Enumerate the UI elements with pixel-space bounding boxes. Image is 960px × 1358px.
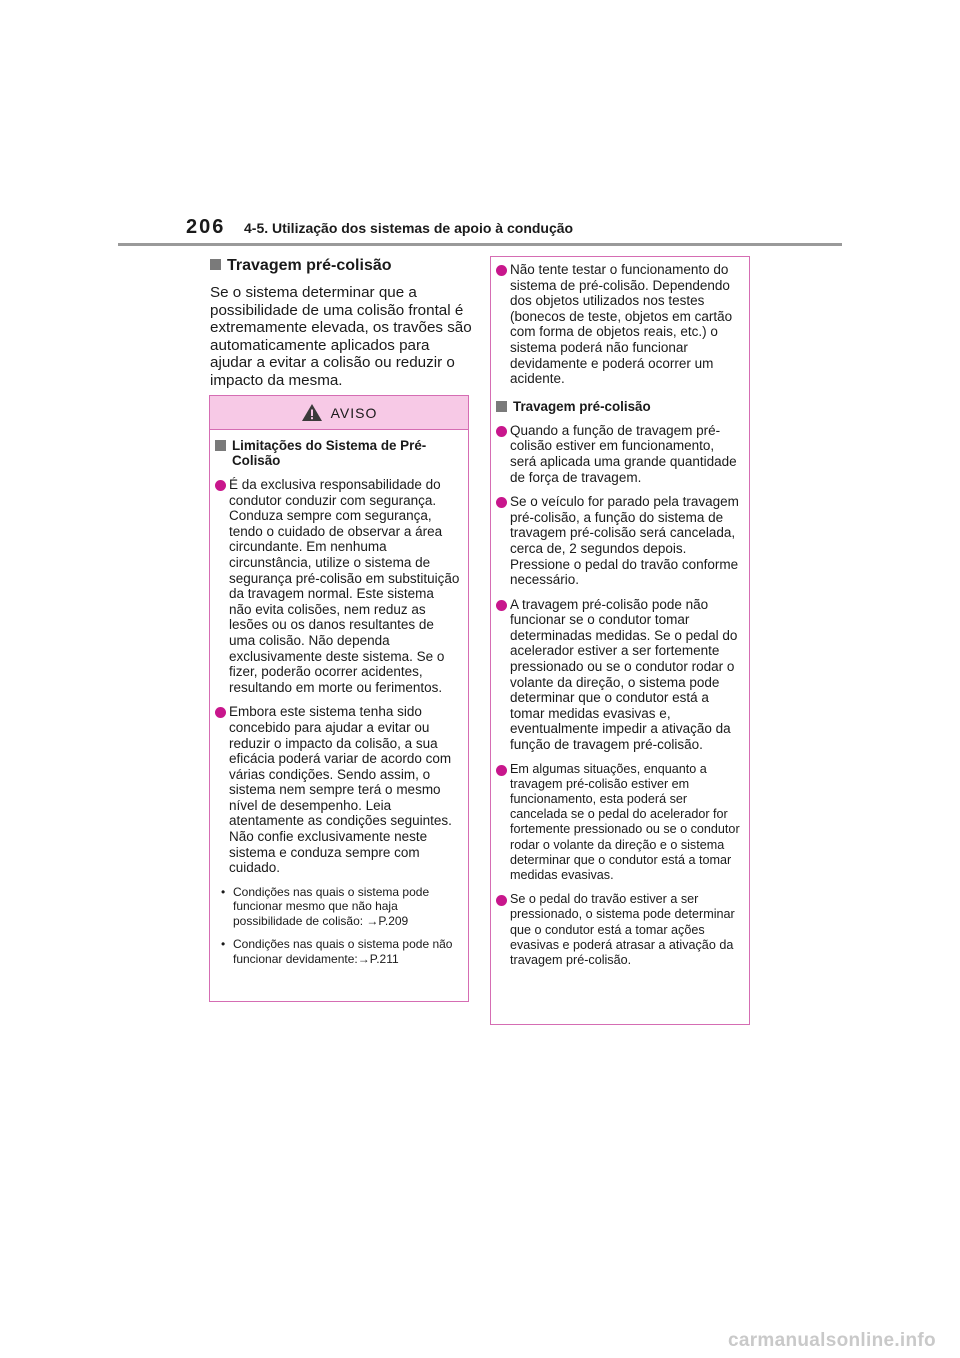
warning-section-title: Limitações do Sistema de Pré-Colisão bbox=[215, 438, 460, 468]
bullet-dot-icon bbox=[496, 265, 507, 276]
warning-bullet: Em algumas situações, enquanto a travagem pré-colisão estiver em funcionamento, esta poderá ser cancelada se o pedal do acelerador for fortemente pressionado ou se o condutor rodar o volante da direção e o sistema determinar que o condutor está a tomar medidas evasivas. bbox=[496, 762, 741, 884]
warning-sub-item: • Condições nas quais o sistema pode não funcionar devidamente:→P.211 bbox=[215, 937, 460, 966]
bullet-dot-icon bbox=[215, 707, 226, 718]
warning-bullet: A travagem pré-colisão pode não funcionar se o condutor tomar determinadas medidas. Se o pedal do acelerador estiver a ser fortemente pressionado ou se o condutor rodar o volante da direção, o sistema pode determinar que o condutor está a tomar medidas evasivas e, eventualmente impedir a ativação da função de travagem pré-colisão. bbox=[496, 597, 741, 753]
warning-label: AVISO bbox=[330, 404, 378, 421]
bullet-dot-icon bbox=[215, 480, 226, 491]
bullet-dot-icon bbox=[496, 765, 507, 776]
warning-bullet: Se o veículo for parado pela travagem pré-colisão, a função do sistema de travagem pré-colisão será cancelada, cerca de, 2 segundos depois. Pressione o pedal do travão conforme necessário. bbox=[496, 494, 741, 588]
warning-triangle-icon bbox=[301, 403, 323, 422]
bullet-dot-icon bbox=[496, 497, 507, 508]
watermark: carmanualsonline.info bbox=[728, 1330, 936, 1351]
warning-bullet: Embora este sistema tenha sido concebido para ajudar a evitar ou reduzir o impacto da colisão, a sua eficácia poderá variar de acordo com várias condições. Sendo assim, o sistema nem sempre terá o mesmo nível de desempenho. Leia atentamente as condições seguintes. Não confie exclusivamente neste sistema e conduza sempre com cuidado. bbox=[215, 704, 460, 876]
warning-bullet: É da exclusiva responsabilidade do condutor conduzir com segurança. Conduza sempre com segurança, tendo o cuidado de observar a área circundante. Em nenhuma circunstância, utilize o sistema de segurança pré-colisão em substituição da travagem normal. Este sistema não evita colisões, nem reduz as lesões ou os danos resultantes de uma colisão. Não dependa exclusivamente deste sistema. Se o fizer, poderão ocorrer acidentes, resultando em morte ou ferimentos. bbox=[215, 477, 460, 695]
bullet-dot-icon bbox=[496, 895, 507, 906]
bullet-dot-icon bbox=[496, 426, 507, 437]
warning-box bbox=[209, 395, 469, 1002]
intro-paragraph: Se o sistema determinar que a possibilidade de uma colisão frontal é extremamente elevada, os travões são automaticamente aplicados para ajudar a evitar a colisão ou reduzir o impacto da mesma. bbox=[210, 284, 472, 389]
section-heading: Travagem pré-colisão bbox=[210, 256, 472, 276]
warning-sub-item: • Condições nas quais o sistema pode funcionar mesmo que não haja possibilidade de colisão: →P.209 bbox=[215, 885, 460, 929]
chapter-title: 4-5. Utilização dos sistemas de apoio à condução bbox=[244, 220, 574, 236]
square-bullet-icon bbox=[210, 259, 221, 270]
page-reference-link[interactable]: P.211 bbox=[369, 951, 399, 966]
warning-body bbox=[210, 438, 468, 966]
warning-bullet: Se o pedal do travão estiver a ser pressionado, o sistema pode determinar que o condutor está a tomar ações evasivas e poderá atrasar a ativação da travagem pré-colisão. bbox=[496, 892, 741, 968]
square-bullet-icon bbox=[215, 440, 226, 451]
bullet-dot-icon bbox=[496, 600, 507, 611]
warning-bullet: Quando a função de travagem pré-colisão estiver em funcionamento, será aplicada uma grande quantidade de força de travagem. bbox=[496, 423, 741, 485]
arrow-right-icon: → bbox=[357, 951, 370, 966]
arrow-right-icon: → bbox=[366, 913, 379, 928]
warning-continuation-box bbox=[490, 256, 750, 1025]
warning-section-title: Travagem pré-colisão bbox=[496, 399, 741, 414]
square-bullet-icon bbox=[496, 401, 507, 412]
warning-bullet: Não tente testar o funcionamento do sistema de pré-colisão. Dependendo dos objetos utilizados nos testes (bonecos de teste, objetos em cartão com forma de objetos reais, etc.) o sistema poderá não funcionar devidamente e poderá ocorrer um acidente. bbox=[496, 262, 741, 387]
header-divider bbox=[118, 243, 842, 246]
warning-header bbox=[210, 396, 468, 430]
page-reference-link[interactable]: P.209 bbox=[378, 913, 409, 928]
intro-section bbox=[210, 256, 472, 389]
page-number: 206 bbox=[186, 216, 226, 238]
